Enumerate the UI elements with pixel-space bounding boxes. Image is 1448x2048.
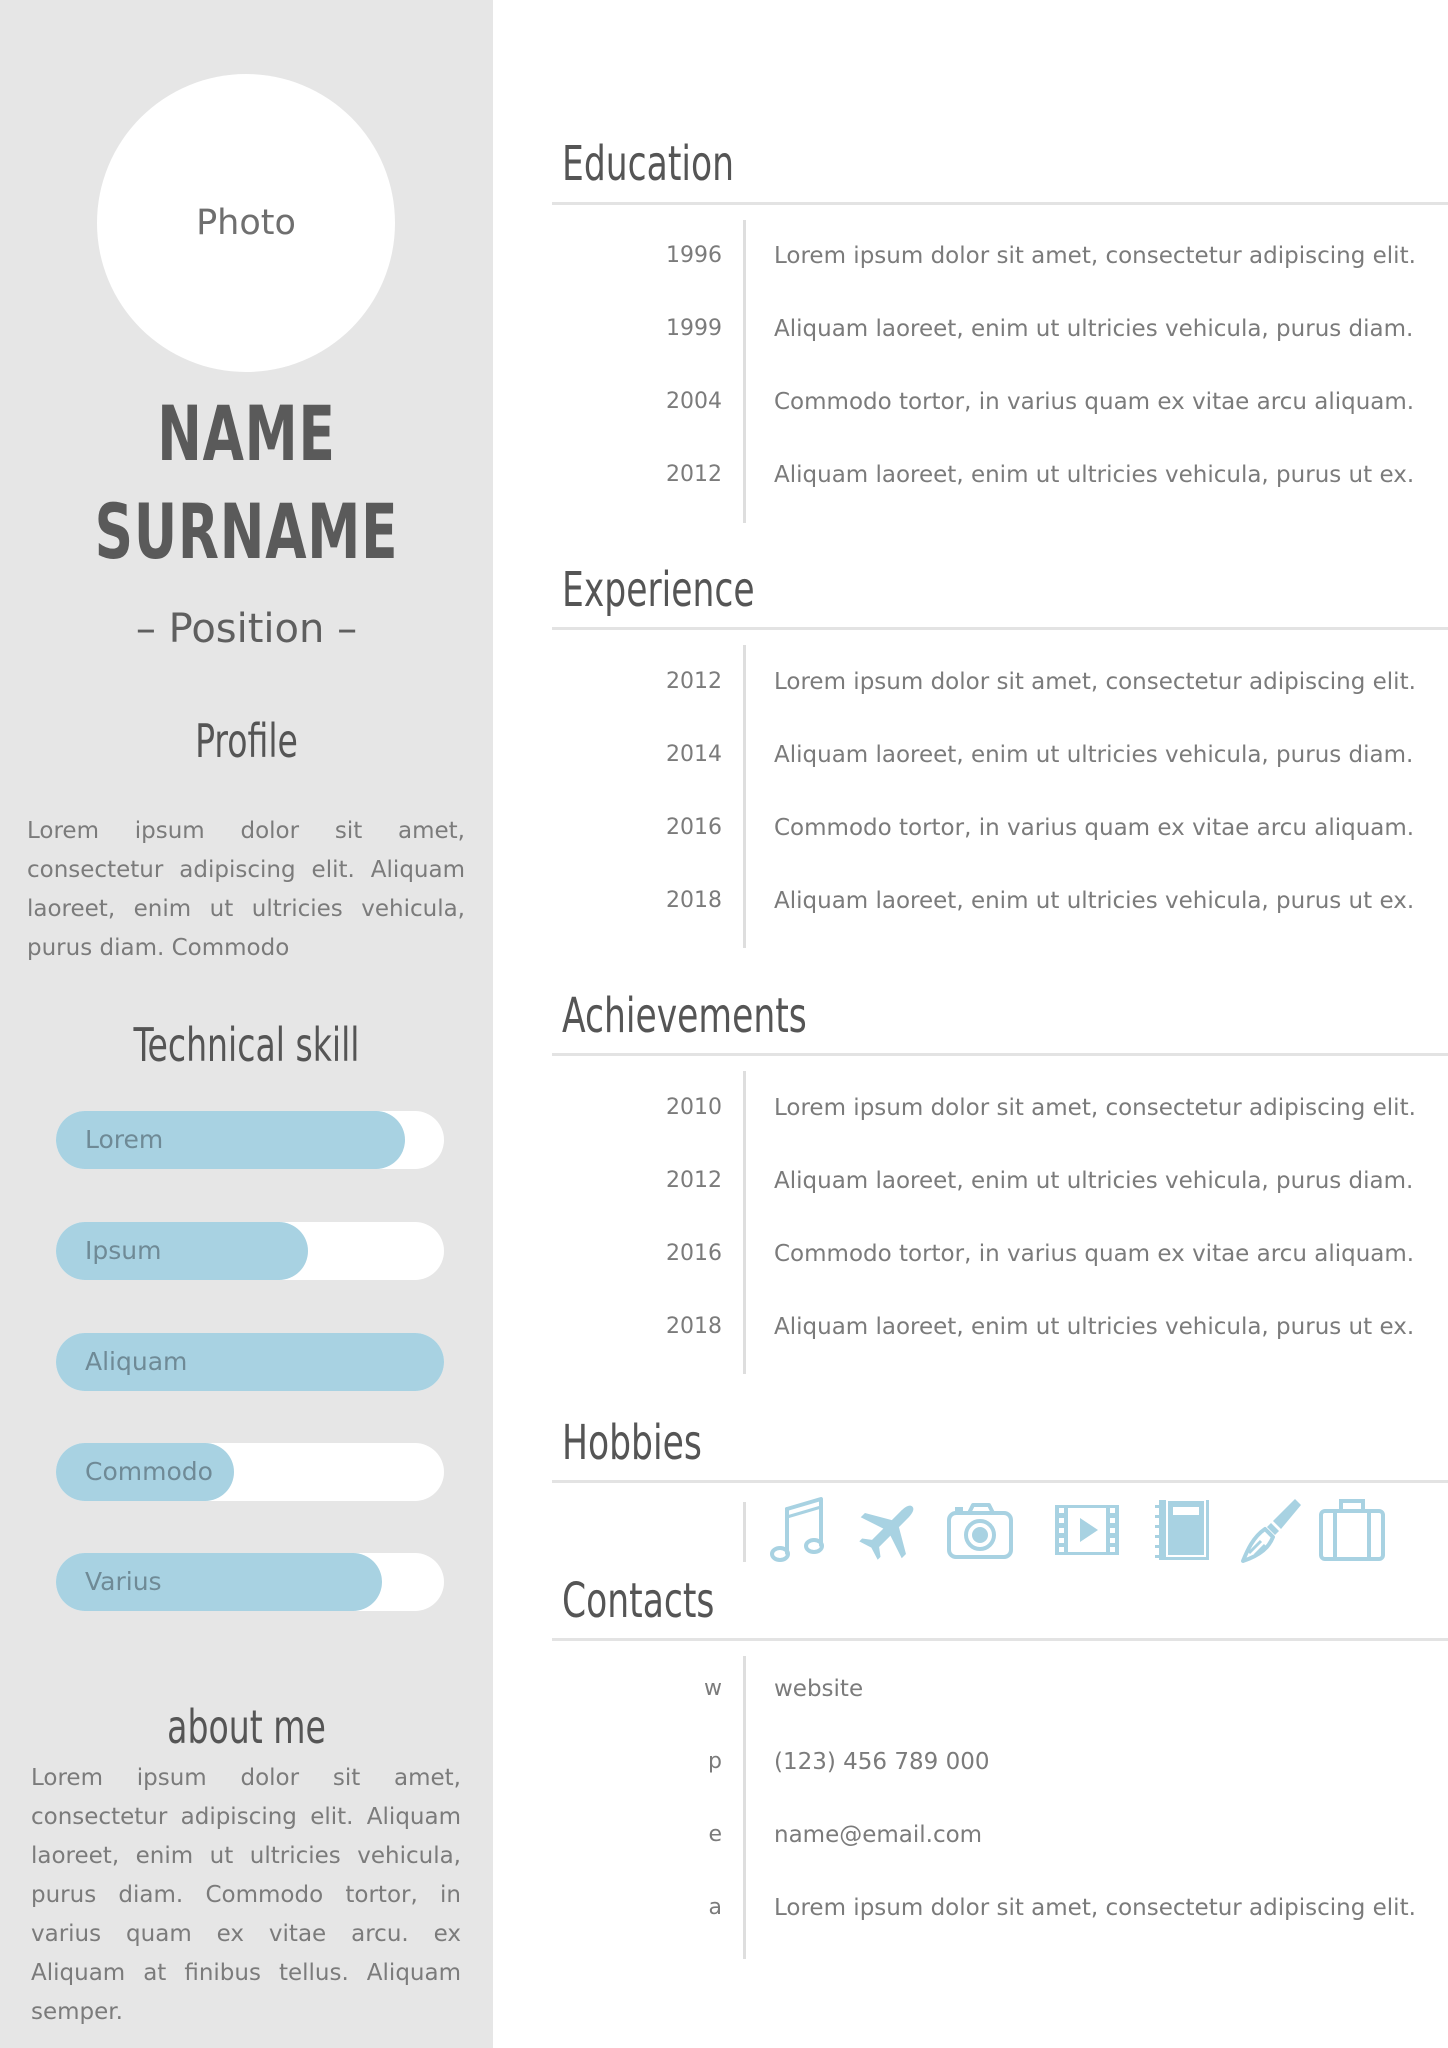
suitcase-icon [1317, 1495, 1387, 1565]
achievement-text: Commodo tortor, in varius quam ex vitae arcu aliquam. [774, 1241, 1415, 1267]
airplane-icon [854, 1495, 924, 1565]
achievement-row [0, 1088, 1448, 1128]
music-note-icon [767, 1495, 837, 1565]
education-row [0, 309, 1448, 349]
education-row [0, 236, 1448, 276]
about-heading: about me [167, 1700, 326, 1754]
achievement-year: 2010 [666, 1095, 722, 1120]
skill-label: Lorem [85, 1125, 164, 1154]
sidebar [0, 0, 493, 2048]
achievement-year: 2016 [666, 1241, 722, 1266]
education-year: 1996 [666, 243, 722, 268]
experience-text: Aliquam laoreet, enim ut ultricies vehicula, purus diam. [774, 742, 1414, 768]
experience-row [0, 808, 1448, 848]
experience-year: 2018 [666, 888, 722, 913]
contact-website[interactable]: website [774, 1676, 864, 1702]
achievements-divider [552, 1053, 1448, 1056]
skill-label: Commodo [85, 1457, 213, 1486]
contact-key: e [708, 1822, 722, 1847]
contact-address: Lorem ipsum dolor sit amet, consectetur adipiscing elit. [774, 1895, 1416, 1921]
achievement-year: 2012 [666, 1168, 722, 1193]
contacts-heading: Contacts [562, 1573, 715, 1629]
education-year: 2004 [666, 389, 722, 414]
experience-text: Lorem ipsum dolor sit amet, consectetur adipiscing elit. [774, 669, 1416, 695]
surname: SURNAME [94, 487, 399, 576]
photo-label: Photo [196, 203, 296, 243]
experience-divider [552, 627, 1448, 630]
achievement-text: Lorem ipsum dolor sit amet, consectetur adipiscing elit. [774, 1095, 1416, 1121]
experience-row [0, 662, 1448, 702]
education-year: 1999 [666, 316, 722, 341]
education-heading: Education [562, 136, 734, 192]
achievement-text: Aliquam laoreet, enim ut ultricies vehicula, purus diam. [774, 1168, 1414, 1194]
contact-row [0, 1669, 1448, 1709]
education-text: Aliquam laoreet, enim ut ultricies vehicula, purus diam. [774, 316, 1414, 342]
film-icon [1052, 1495, 1122, 1565]
hobbies-timeline-line [743, 1502, 746, 1562]
achievement-row [0, 1307, 1448, 1347]
experience-year: 2014 [666, 742, 722, 767]
contact-key: w [704, 1676, 722, 1701]
contact-email[interactable]: name@email.com [774, 1822, 983, 1848]
education-year: 2012 [666, 462, 722, 487]
education-row [0, 455, 1448, 495]
achievement-year: 2018 [666, 1314, 722, 1339]
skills-heading: Technical skill [133, 1018, 360, 1072]
profile-text: Lorem ipsum dolor sit amet, consectetur adipiscing elit. Aliquam laoreet, enim ut ultricies vehicula, purus diam. Commodo [27, 818, 465, 961]
skill-label: Aliquam [85, 1347, 188, 1376]
contact-phone[interactable]: (123) 456 789 000 [774, 1749, 990, 1775]
position-title: – Position – [135, 606, 358, 652]
experience-row [0, 735, 1448, 775]
profile-heading: Profile [195, 714, 298, 768]
book-icon [1149, 1495, 1219, 1565]
contact-row [0, 1815, 1448, 1855]
achievements-heading: Achievements [562, 988, 807, 1044]
education-text: Commodo tortor, in varius quam ex vitae arcu aliquam. [774, 389, 1415, 415]
experience-text: Commodo tortor, in varius quam ex vitae arcu aliquam. [774, 815, 1415, 841]
about-text: Lorem ipsum dolor sit amet, consectetur adipiscing elit. Aliquam laoreet, enim ut ultricies vehicula, purus diam. Commodo tortor, in varius quam ex vitae arcu. ex Aliquam at finibus tellus. Aliquam semper. [31, 1765, 461, 2025]
contact-key: p [708, 1749, 722, 1774]
camera-icon [945, 1495, 1015, 1565]
paintbrush-icon [1235, 1495, 1305, 1565]
contact-row [0, 1742, 1448, 1782]
skill-bar [56, 1553, 444, 1611]
education-row [0, 382, 1448, 422]
contact-row [0, 1888, 1448, 1928]
hobbies-divider [552, 1480, 1448, 1483]
first-name: NAME [157, 389, 336, 478]
education-text: Lorem ipsum dolor sit amet, consectetur adipiscing elit. [774, 243, 1416, 269]
hobbies-heading: Hobbies [562, 1415, 702, 1471]
experience-heading: Experience [562, 562, 755, 618]
skill-bar [56, 1443, 444, 1501]
skill-label: Varius [85, 1567, 162, 1596]
experience-text: Aliquam laoreet, enim ut ultricies vehicula, purus ut ex. [774, 888, 1415, 914]
contacts-divider [552, 1638, 1448, 1641]
experience-row [0, 881, 1448, 921]
experience-year: 2012 [666, 669, 722, 694]
achievement-text: Aliquam laoreet, enim ut ultricies vehicula, purus ut ex. [774, 1314, 1415, 1340]
experience-year: 2016 [666, 815, 722, 840]
skill-label: Ipsum [85, 1236, 162, 1265]
education-text: Aliquam laoreet, enim ut ultricies vehicula, purus ut ex. [774, 462, 1415, 488]
contact-key: a [708, 1895, 722, 1920]
education-divider [552, 202, 1448, 205]
achievement-row [0, 1234, 1448, 1274]
achievement-row [0, 1161, 1448, 1201]
